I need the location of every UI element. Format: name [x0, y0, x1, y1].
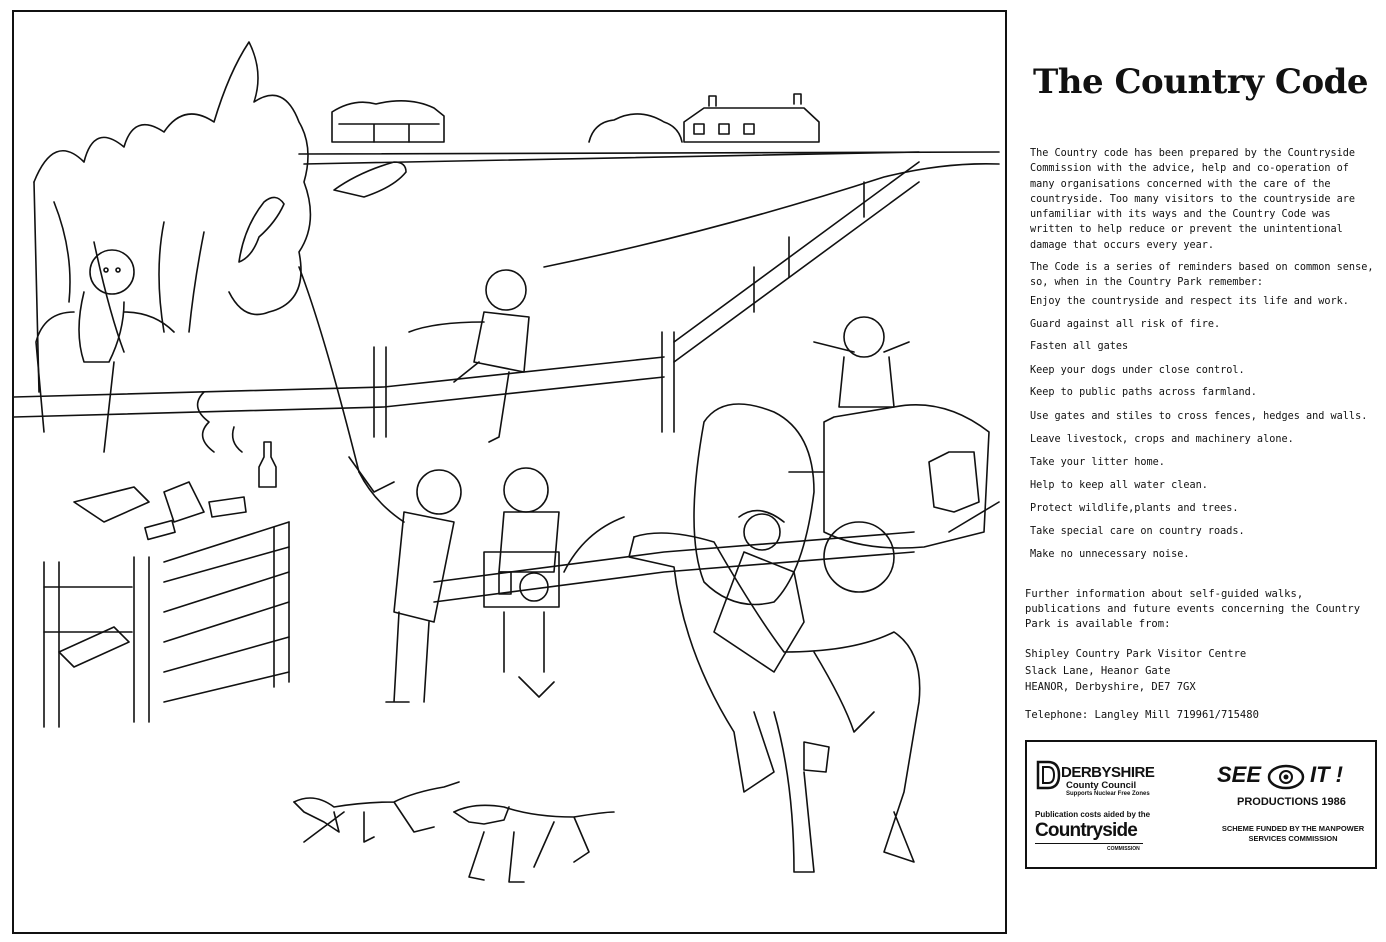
visitor-centre-address	[1025, 646, 1246, 696]
girl-with-radio	[484, 468, 624, 697]
telephone-line: Telephone: Langley Mill 719961/715480	[1025, 709, 1259, 721]
horse-and-rider	[629, 511, 920, 872]
productions-text: PRODUCTIONS 1986	[1237, 796, 1346, 808]
reminder-item: Protect wildlife,plants and trees.	[1030, 503, 1239, 514]
address-line: Shipley Country Park Visitor Centre	[1025, 648, 1247, 660]
scheme-funded-text: SCHEME FUNDED BY THE MANPOWER SERVICES COMMISSION	[1221, 824, 1365, 843]
reminder-item: Keep to public paths across farmland.	[1030, 387, 1257, 398]
tree-drawing	[34, 42, 310, 392]
commission-text: COMMISSION	[1107, 846, 1140, 852]
nuclear-free-text: Supports Nuclear Free Zones	[1066, 791, 1150, 797]
address-line: Slack Lane, Heanor Gate	[1025, 664, 1171, 677]
sponsor-logos-box	[1025, 740, 1377, 869]
reminder-item: Fasten all gates	[1030, 341, 1129, 352]
countryside-underline	[1035, 843, 1143, 844]
child-in-tree	[36, 250, 174, 452]
further-information-text: Further information about self-guided walks, publications and future events concerning the Country Park is available from:	[1025, 588, 1361, 630]
barn-drawing	[332, 101, 444, 142]
farmhouse-drawing	[589, 94, 819, 142]
countryside-logo-text: Countryside	[1035, 820, 1138, 841]
intro-paragraph-2: The Code is a series of reminders based on common sense, so, when in the Country Park remember:	[1030, 262, 1374, 289]
dog-drawing	[294, 782, 614, 882]
fence-drawing	[14, 162, 919, 602]
page-title: The Country Code	[1033, 62, 1369, 102]
country-code-panel	[1025, 0, 1380, 942]
see-it-logo-it: IT !	[1310, 762, 1343, 787]
derbyshire-logo-icon	[1035, 760, 1061, 790]
reminder-item: Help to keep all water clean.	[1030, 480, 1208, 491]
reminder-item: Use gates and stiles to cross fences, hedges and walls.	[1030, 411, 1368, 422]
boy-with-catapult	[299, 267, 461, 702]
country-scene-illustration	[12, 10, 1007, 934]
reminder-item: Leave livestock, crops and machinery alone.	[1030, 434, 1294, 445]
publication-aided-text: Publication costs aided by the	[1035, 810, 1151, 819]
reminder-item: Guard against all risk of fire.	[1030, 319, 1221, 330]
reminder-item: Take your litter home.	[1030, 457, 1165, 468]
derbyshire-logo-text: DERBYSHIRE	[1061, 764, 1155, 781]
intro-paragraph-1: The Country code has been prepared by the Countryside Commission with the advice, help and co-operation of many organisations concerned with the care of the countryside. Too many visitors to the countryside are unfamiliar with its ways and the Country Code was written to help reduce or prevent the unintentional damage that occurs every year.	[1030, 148, 1356, 251]
gate-drawing	[44, 522, 289, 727]
reminder-item: Enjoy the countryside and respect its life and work.	[1030, 296, 1349, 307]
crop-edge	[544, 164, 999, 267]
bird-drawing	[239, 162, 406, 262]
address-line: HEANOR, Derbyshire, DE7 7GX	[1025, 681, 1196, 693]
reminder-item: Take special care on country roads.	[1030, 526, 1245, 537]
county-council-text: County Council	[1066, 780, 1137, 791]
reminder-item: Make no unnecessary noise.	[1030, 549, 1190, 560]
reminder-item: Keep your dogs under close control.	[1030, 365, 1245, 376]
man-on-fence	[409, 270, 529, 442]
see-it-logo-see: SEE	[1217, 762, 1262, 787]
eye-logo-icon	[1267, 764, 1305, 790]
intro-text	[1030, 146, 1375, 298]
